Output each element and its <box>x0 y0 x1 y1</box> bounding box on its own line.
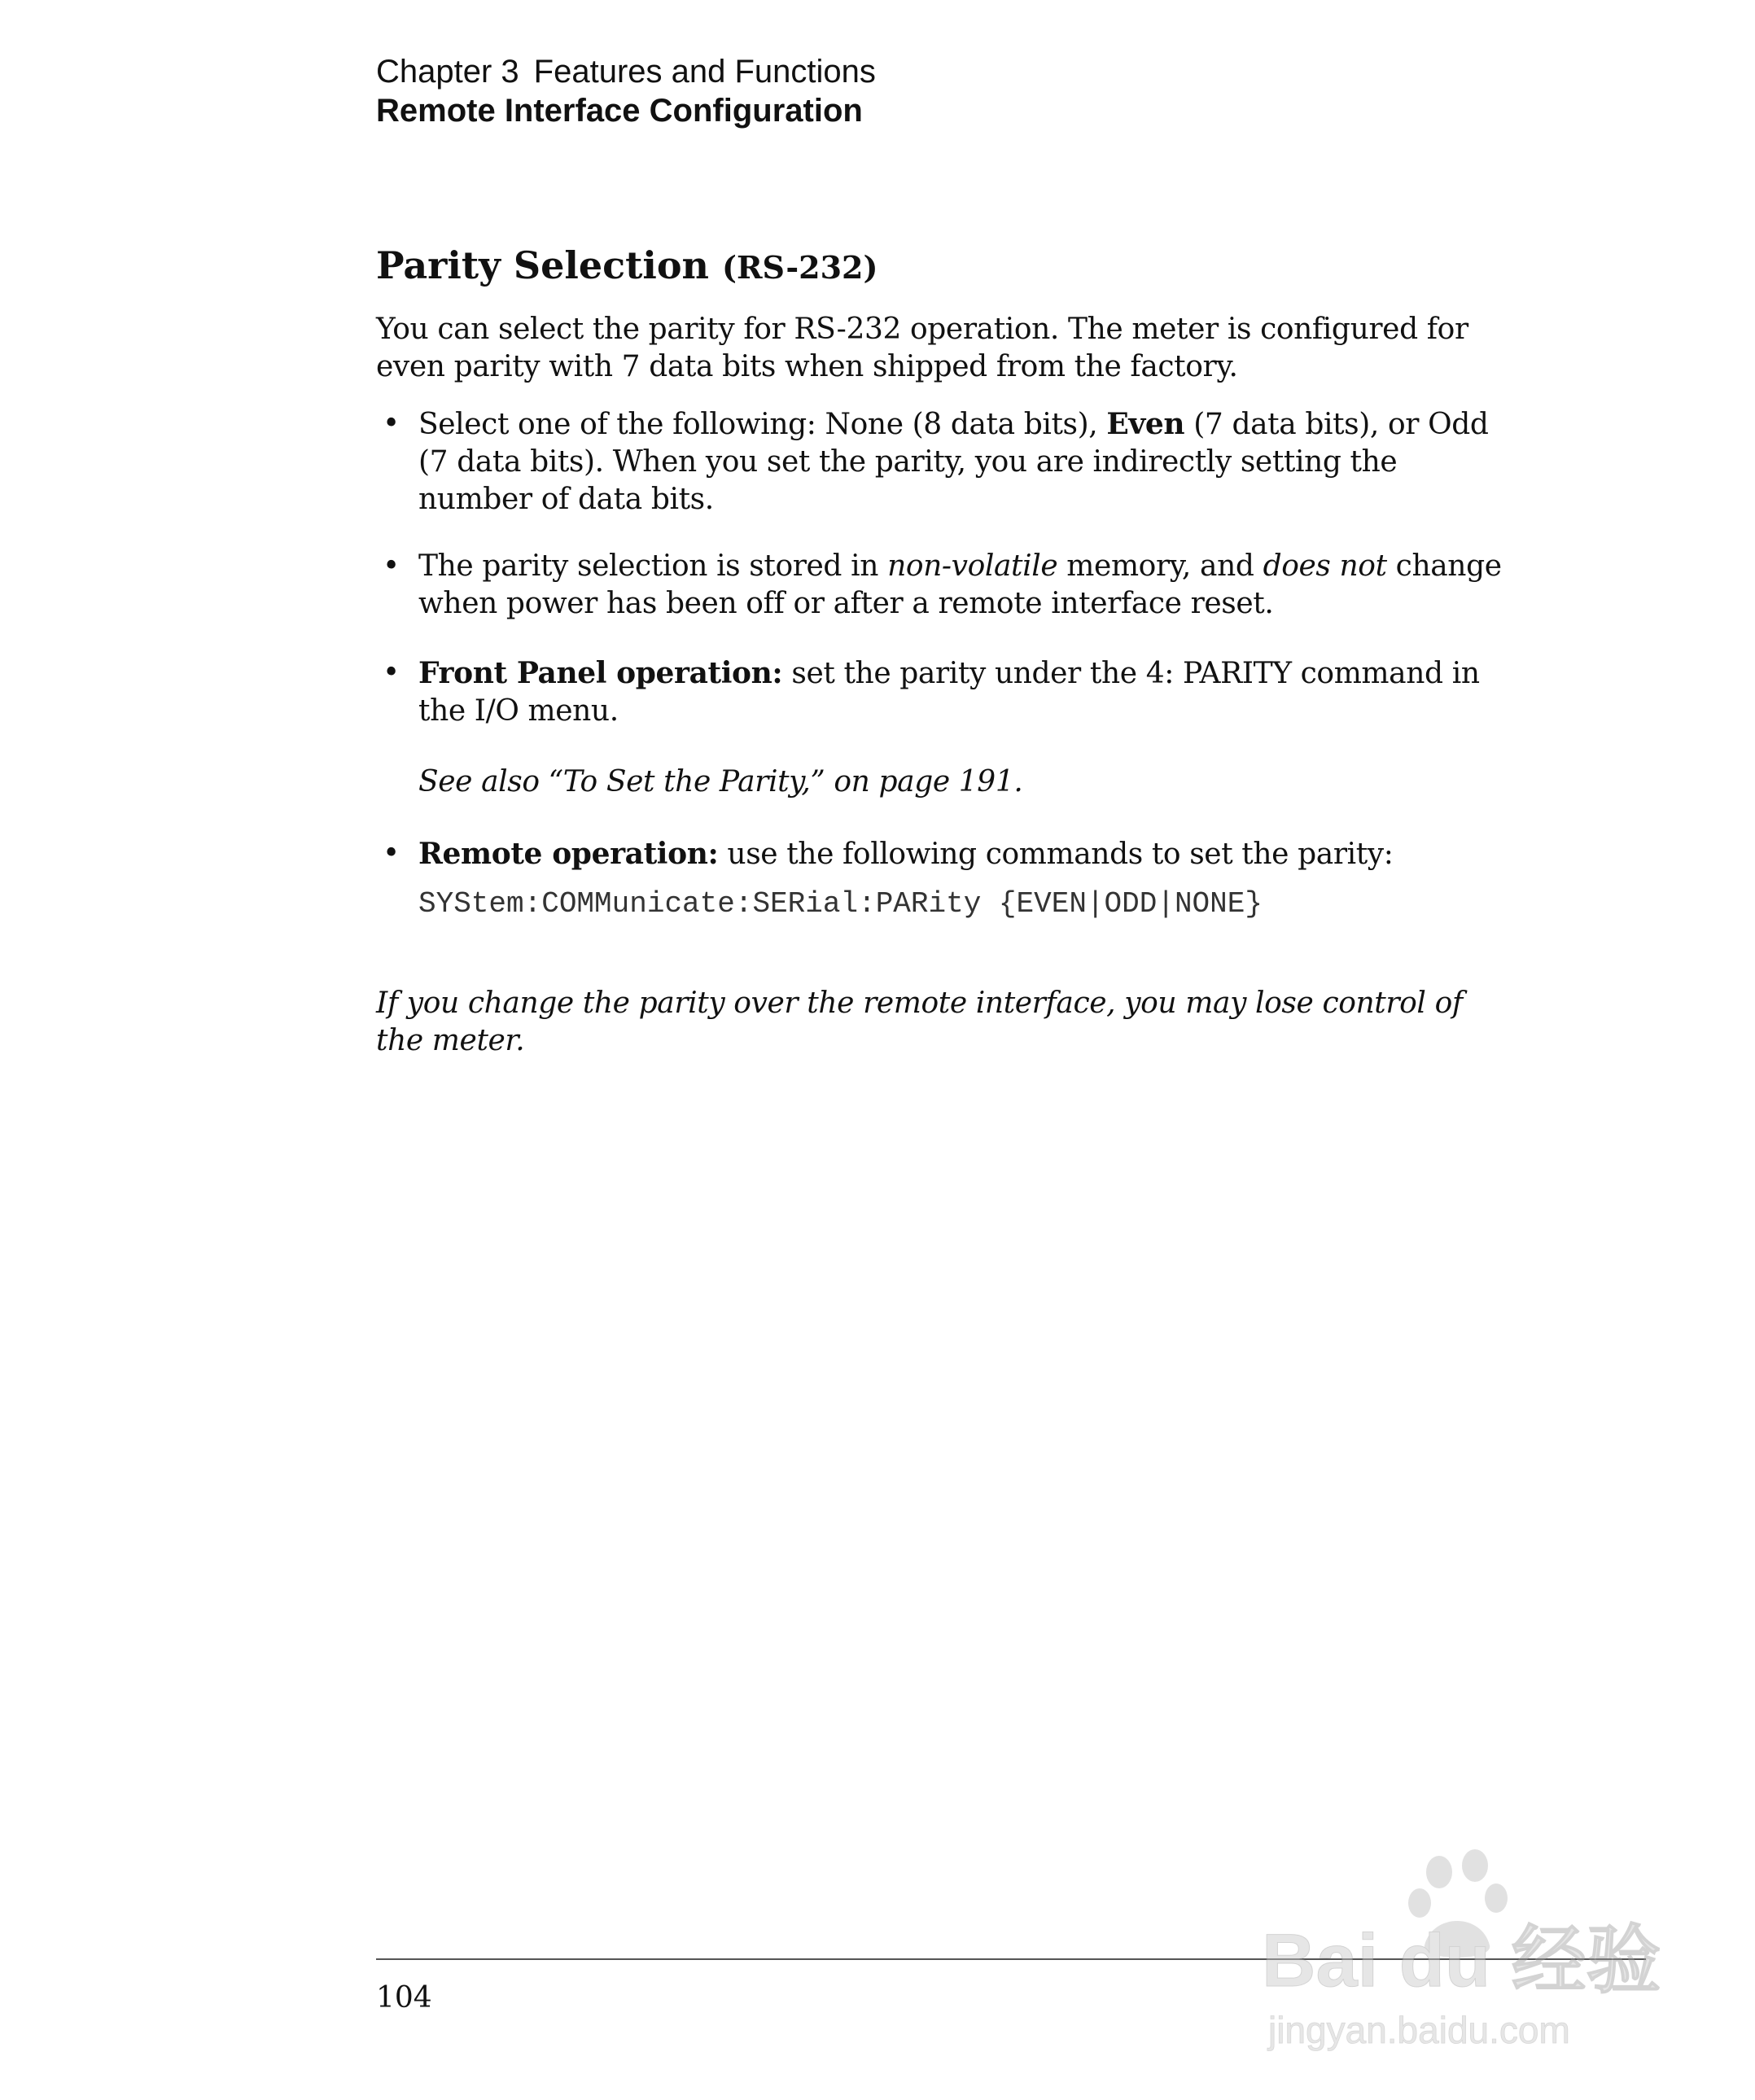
text-run: use the following commands to set the parity: <box>718 838 1394 871</box>
bullet-icon: • <box>383 549 400 583</box>
text-run: set the parity under the 4: PARITY command in the I/O menu. <box>418 657 1480 728</box>
emphasis-bold: Even <box>1106 407 1185 441</box>
list-item <box>376 405 1516 518</box>
watermark-url: jingyan.baidu.com <box>1268 2009 1570 2051</box>
section-title-suffix: (RS-232) <box>721 249 878 286</box>
emphasis-bold: Front Panel operation: <box>418 656 783 690</box>
text-run: (7 data bits), or Odd (7 data bits). When you set the parity, you are indirectly setting the number of data bits. <box>418 408 1489 516</box>
watermark-logo-text: Bai du 经验 <box>1262 1919 1661 2002</box>
section-name: Remote Interface Configuration <box>376 93 863 129</box>
chapter-line <box>376 52 876 91</box>
baidu-watermark <box>1245 1848 1693 2059</box>
text-run: change when power has been off or after a remote interface reset. <box>418 549 1502 620</box>
bullet-icon: • <box>383 407 400 440</box>
text-run: Select one of the following: None (8 data bits), <box>418 408 1107 441</box>
section-title-main: Parity Selection <box>376 243 709 287</box>
list-item-text <box>418 548 1516 623</box>
intro-paragraph: You can select the parity for RS-232 operation. The meter is configured for even parity with 7 data bits when shipped from the factory. <box>376 313 1468 383</box>
bullet-icon: • <box>383 837 400 870</box>
list-item-text <box>418 405 1516 518</box>
warning-note: If you change the parity over the remote interface, you may lose control of the meter. <box>376 987 1463 1057</box>
list-item <box>376 654 1516 730</box>
list-item <box>376 835 1516 873</box>
chapter-title: Features and Functions <box>533 54 876 90</box>
list-item-text <box>418 835 1516 873</box>
emphasis-bold: Remote operation: <box>418 837 719 871</box>
paw-icon <box>1245 1848 1693 2059</box>
chapter-number: Chapter 3 <box>376 54 519 90</box>
text-run: memory, and <box>1057 549 1263 583</box>
scpi-command: SYStem:COMMunicate:SERial:PARity {EVEN|ODD|NONE} <box>418 887 1263 921</box>
emphasis-italic: non-volatile <box>887 549 1058 583</box>
section-title <box>376 241 878 292</box>
bullet-icon: • <box>383 656 400 689</box>
list-item-text <box>418 654 1516 730</box>
list-item <box>376 548 1516 623</box>
running-header <box>376 52 876 130</box>
page-number: 104 <box>376 1981 432 2015</box>
see-also-reference[interactable]: See also “To Set the Parity,” on page 191. <box>418 765 1023 798</box>
emphasis-italic: does not <box>1263 549 1387 583</box>
text-run: The parity selection is stored in <box>418 549 888 583</box>
